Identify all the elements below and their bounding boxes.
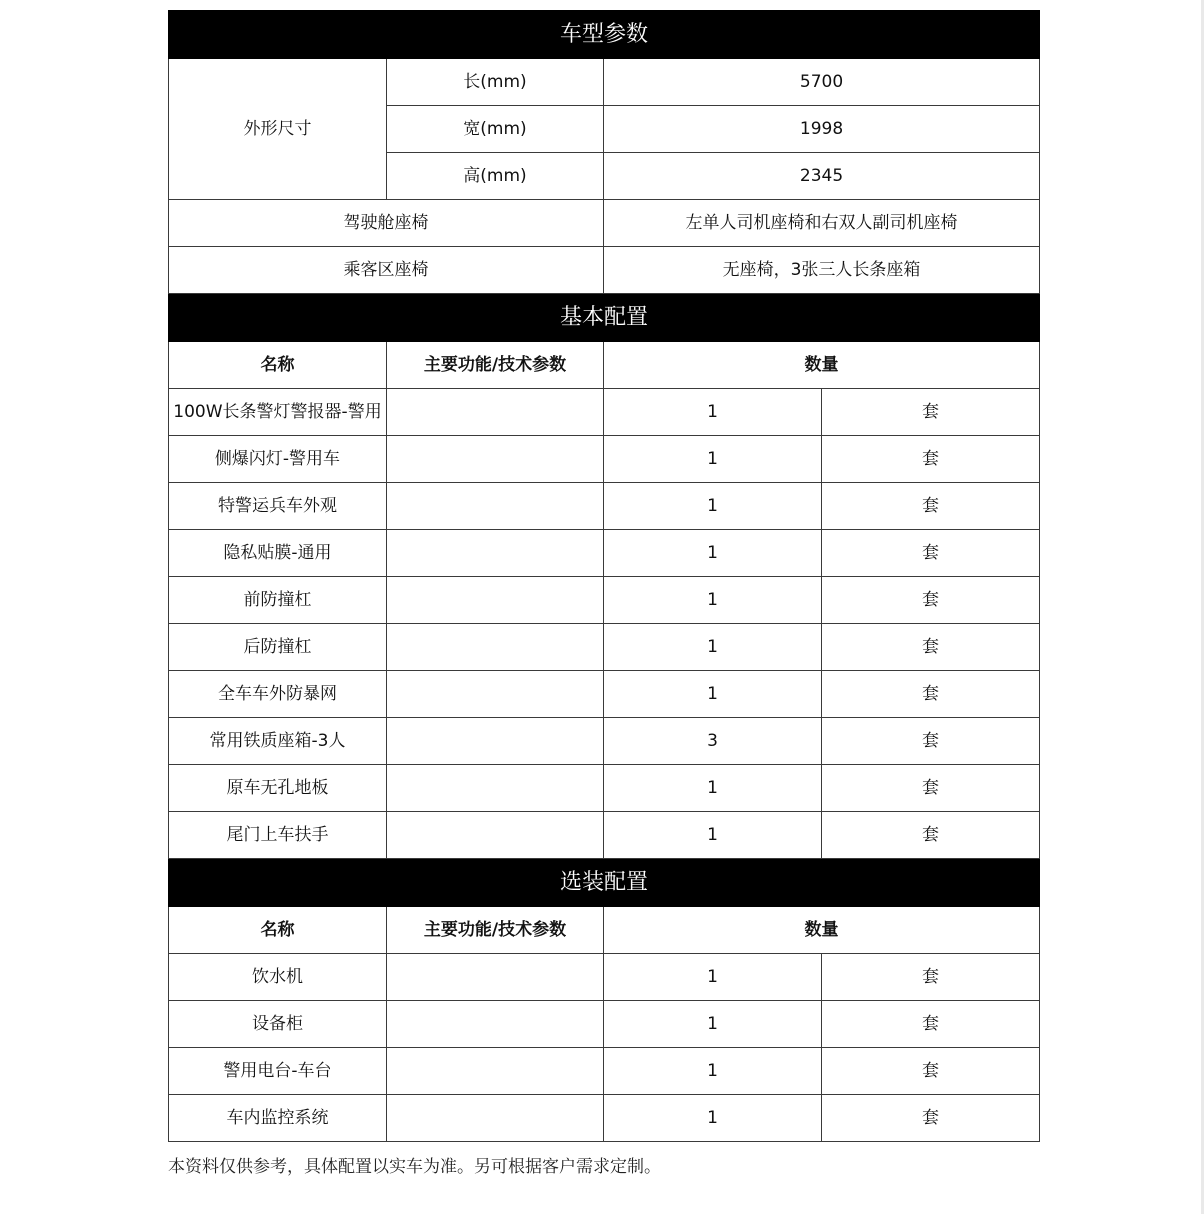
section-vehicle-params <box>169 11 1040 59</box>
item-qty: 1 <box>604 812 822 859</box>
dimension-value: 2345 <box>604 153 1040 200</box>
item-function <box>387 718 604 765</box>
item-unit: 套 <box>822 1095 1040 1142</box>
cab-seat-label: 驾驶舱座椅 <box>169 200 604 247</box>
table-row <box>169 577 1040 624</box>
item-unit: 套 <box>822 812 1040 859</box>
item-function <box>387 765 604 812</box>
item-unit: 套 <box>822 954 1040 1001</box>
cab-seat-value: 左单人司机座椅和右双人副司机座椅 <box>604 200 1040 247</box>
item-qty: 1 <box>604 765 822 812</box>
cab-seat-row <box>169 200 1040 247</box>
table-row <box>169 718 1040 765</box>
header-name: 名称 <box>169 342 387 389</box>
item-unit: 套 <box>822 671 1040 718</box>
section-title: 车型参数 <box>169 11 1040 59</box>
section-title: 基本配置 <box>169 294 1040 342</box>
item-qty: 1 <box>604 1048 822 1095</box>
item-qty: 1 <box>604 389 822 436</box>
passenger-seat-row <box>169 247 1040 294</box>
header-name: 名称 <box>169 907 387 954</box>
table-row <box>169 954 1040 1001</box>
item-name: 设备柜 <box>169 1001 387 1048</box>
table-row <box>169 436 1040 483</box>
item-qty: 1 <box>604 483 822 530</box>
item-unit: 套 <box>822 436 1040 483</box>
item-qty: 1 <box>604 624 822 671</box>
item-name: 原车无孔地板 <box>169 765 387 812</box>
item-function <box>387 436 604 483</box>
item-unit: 套 <box>822 1048 1040 1095</box>
dimension-label: 高(mm) <box>387 153 604 200</box>
dimension-label: 宽(mm) <box>387 106 604 153</box>
item-name: 100W长条警灯警报器-警用 <box>169 389 387 436</box>
item-function <box>387 483 604 530</box>
table-row <box>169 530 1040 577</box>
item-function <box>387 954 604 1001</box>
header-function: 主要功能/技术参数 <box>387 907 604 954</box>
table-header-row <box>169 907 1040 954</box>
dimension-label: 长(mm) <box>387 59 604 106</box>
item-name: 车内监控系统 <box>169 1095 387 1142</box>
item-function <box>387 1001 604 1048</box>
item-function <box>387 671 604 718</box>
item-function <box>387 577 604 624</box>
item-qty: 1 <box>604 1095 822 1142</box>
item-name: 饮水机 <box>169 954 387 1001</box>
item-qty: 3 <box>604 718 822 765</box>
table-row <box>169 671 1040 718</box>
item-name: 后防撞杠 <box>169 624 387 671</box>
dimension-value: 5700 <box>604 59 1040 106</box>
item-qty: 1 <box>604 954 822 1001</box>
item-name: 前防撞杠 <box>169 577 387 624</box>
header-quantity: 数量 <box>604 342 1040 389</box>
table-header-row <box>169 342 1040 389</box>
table-row <box>169 389 1040 436</box>
passenger-seat-label: 乘客区座椅 <box>169 247 604 294</box>
table-row <box>169 1048 1040 1095</box>
item-function <box>387 624 604 671</box>
item-unit: 套 <box>822 483 1040 530</box>
item-unit: 套 <box>822 624 1040 671</box>
item-unit: 套 <box>822 577 1040 624</box>
section-title: 选装配置 <box>169 859 1040 907</box>
item-unit: 套 <box>822 530 1040 577</box>
table-row <box>169 1001 1040 1048</box>
table-row <box>169 1095 1040 1142</box>
item-function <box>387 1048 604 1095</box>
passenger-seat-value: 无座椅，3张三人长条座箱 <box>604 247 1040 294</box>
item-qty: 1 <box>604 577 822 624</box>
item-qty: 1 <box>604 671 822 718</box>
dimensions-label: 外形尺寸 <box>169 59 387 200</box>
item-name: 特警运兵车外观 <box>169 483 387 530</box>
item-unit: 套 <box>822 1001 1040 1048</box>
spec-table <box>168 10 1040 1142</box>
item-name: 全车车外防暴网 <box>169 671 387 718</box>
table-row <box>169 812 1040 859</box>
item-qty: 1 <box>604 1001 822 1048</box>
footnote: 本资料仅供参考，具体配置以实车为准。另可根据客户需求定制。 <box>168 1157 661 1177</box>
item-function <box>387 389 604 436</box>
item-function <box>387 812 604 859</box>
item-unit: 套 <box>822 765 1040 812</box>
dimension-value: 1998 <box>604 106 1040 153</box>
item-name: 常用铁质座箱-3人 <box>169 718 387 765</box>
table-row <box>169 483 1040 530</box>
section-optional-config <box>169 859 1040 907</box>
header-function: 主要功能/技术参数 <box>387 342 604 389</box>
item-name: 尾门上车扶手 <box>169 812 387 859</box>
item-function <box>387 1095 604 1142</box>
dimension-row <box>169 59 1040 106</box>
item-unit: 套 <box>822 389 1040 436</box>
item-qty: 1 <box>604 436 822 483</box>
table-row <box>169 765 1040 812</box>
item-unit: 套 <box>822 718 1040 765</box>
header-quantity: 数量 <box>604 907 1040 954</box>
section-basic-config <box>169 294 1040 342</box>
item-qty: 1 <box>604 530 822 577</box>
item-name: 隐私贴膜-通用 <box>169 530 387 577</box>
item-function <box>387 530 604 577</box>
item-name: 侧爆闪灯-警用车 <box>169 436 387 483</box>
table-row <box>169 624 1040 671</box>
item-name: 警用电台-车台 <box>169 1048 387 1095</box>
